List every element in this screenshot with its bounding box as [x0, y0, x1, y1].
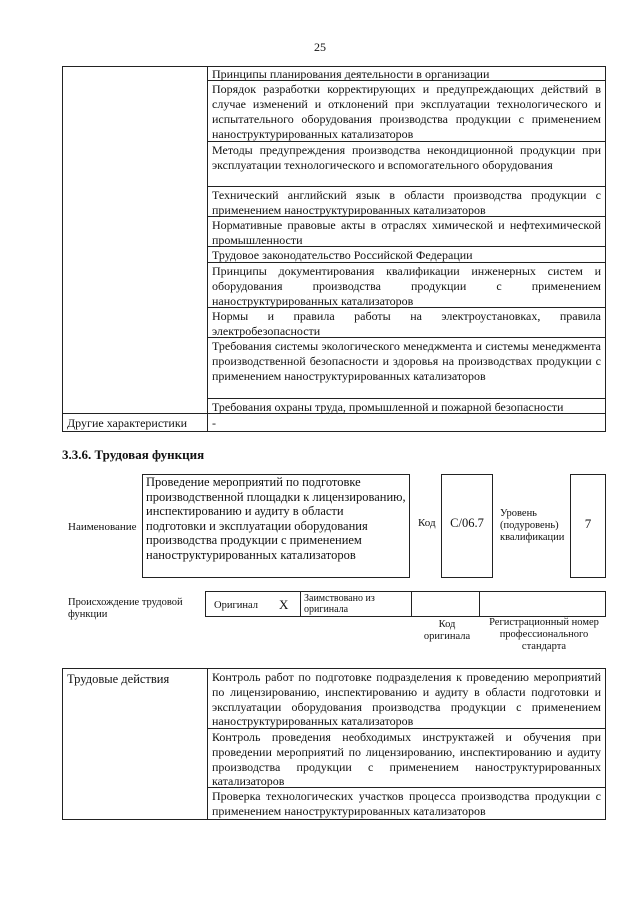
action-item: Контроль проведения необходимых инструктажей и обучения при проведении мероприятий по лицензированию, инспектированию и аудиту производства продукции с применением наноструктурированных катализаторов [212, 730, 601, 789]
reg-number-caption: Регистрационный номер профессионального стандарта [489, 617, 599, 652]
action-item: Проверка технологических участков процесса производства продукции с применением наноструктурированных катализаторов [212, 789, 601, 818]
section-title: 3.3.6. Трудовая функция [62, 447, 205, 462]
borrowed-label: Заимствовано из оригинала [304, 593, 375, 615]
other-characteristics-label: Другие характеристики [67, 416, 188, 430]
knowledge-item: Технический английский язык в области производства продукции с применением наноструктурированных катализаторов [212, 188, 601, 217]
function-code-value: C/06.7 [450, 516, 484, 530]
knowledge-item: Методы предупреждения производства некондиционной продукции при эксплуатации технологического и вспомогательного оборудования [212, 143, 601, 172]
knowledge-item: Нормы и правила работы на электроустановках, правила электробезопасности [212, 309, 601, 338]
actions-label: Трудовые действия [67, 672, 170, 686]
level-value: 7 [584, 516, 592, 531]
origin-label: Происхождение трудовой функции [68, 597, 183, 620]
other-characteristics-value: - [212, 416, 216, 430]
knowledge-item: Принципы документирования квалификации инженерных систем и оборудования производства продукции с применением наноструктурированных катализаторов [212, 264, 601, 308]
function-name-value: Проведение мероприятий по подготовке производственной площадки к лицензированию, инспектированию и аудиту в области подготовки и эксплуатации оборудования производства продукции с применением наноструктурированных катализаторов [146, 475, 406, 562]
code-original-caption: Код оригинала [423, 619, 471, 642]
action-item: Контроль работ по подготовке подразделения к проведению мероприятий по лицензированию, инспектированию и аудиту в области подготовки и эксплуатации оборудования производства продукции с применением наноструктурированных катализаторов [212, 670, 601, 729]
page-number: 25 [314, 40, 326, 54]
name-label: Наименование [68, 521, 137, 533]
level-label: Уровень (подуровень) квалификации [500, 508, 565, 543]
knowledge-item: Трудовое законодательство Российской Федерации [212, 248, 473, 262]
original-mark: X [279, 597, 289, 612]
knowledge-item: Требования системы экологического менеджмента и системы менеджмента производственной безопасности и здоровья на производствах продукции с применением наноструктурированных катализаторов [212, 339, 601, 383]
knowledge-item: Порядок разработки корректирующих и предупреждающих действий в случае изменений и отклонений при эксплуатации технологического и испытательного оборудования производства продукции с применением наноструктурированных катализаторов [212, 82, 601, 141]
knowledge-item: Требования охраны труда, промышленной и пожарной безопасности [212, 400, 564, 414]
knowledge-item: Нормативные правовые акты в отраслях химической и нефтехимической промышленности [212, 218, 601, 247]
knowledge-item: Принципы планирования деятельности в организации [212, 67, 490, 81]
original-label: Оригинал [214, 600, 258, 611]
code-label: Код [418, 517, 436, 529]
